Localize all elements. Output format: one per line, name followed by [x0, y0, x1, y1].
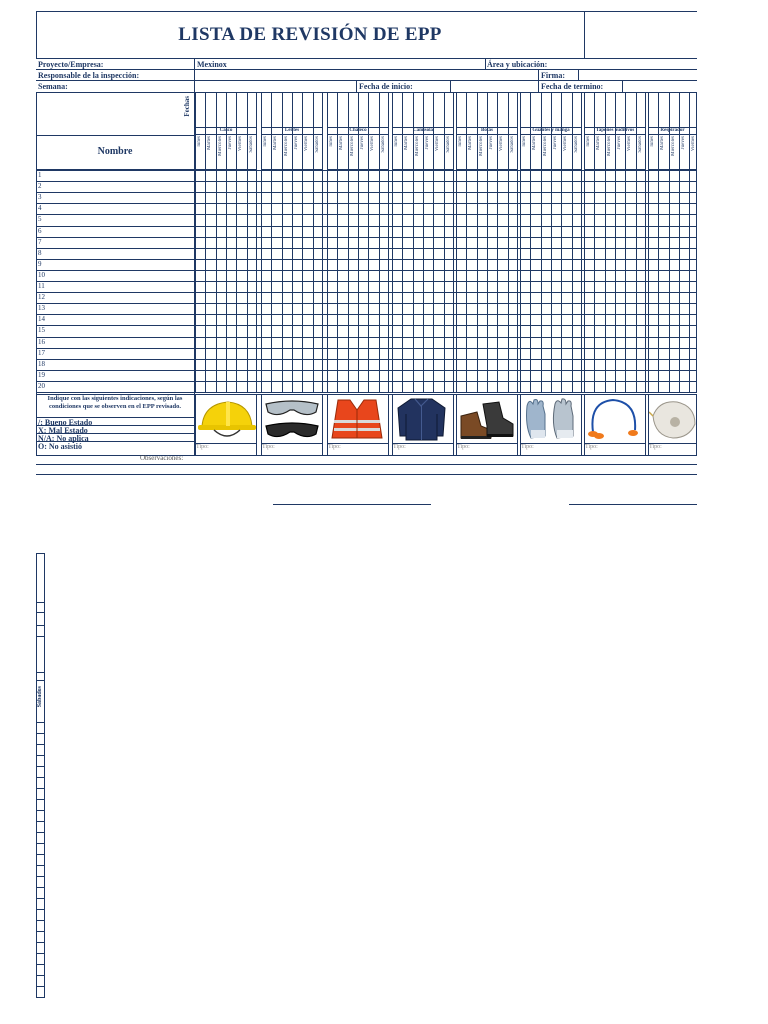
day-label: Miércoles: [542, 136, 548, 156]
signature-line: [569, 504, 697, 505]
page2-row-line: [36, 931, 45, 932]
page2-row-line: [36, 843, 45, 844]
row-number: 8: [38, 248, 42, 257]
day-label: lunes: [458, 136, 463, 147]
page2-row-line: [36, 898, 45, 899]
row-line: [36, 392, 697, 393]
day-label: Miércoles: [349, 136, 355, 156]
page2-sabados-label: Sábados: [37, 686, 43, 708]
cat-bottom-line: [648, 134, 697, 135]
day-label: Jueves: [681, 136, 686, 150]
tipo-label: Tipo:: [521, 444, 534, 450]
page2-row-line: [36, 799, 45, 800]
day-label: Viernes: [563, 136, 569, 152]
tipo-label: Tipo:: [393, 444, 406, 450]
page2-row-line: [36, 602, 45, 603]
day-label: Jueves: [553, 136, 558, 150]
page2-row-line: [36, 625, 45, 626]
cat-bottom-line: [195, 134, 257, 135]
row-number: 11: [38, 282, 45, 290]
row-number: 19: [38, 370, 45, 379]
frame-top: [36, 11, 697, 12]
shirt-image: [393, 396, 450, 442]
semana-label: Semana:: [38, 82, 68, 91]
fechas-label: Fechas: [183, 96, 191, 117]
header-col-line: [485, 58, 486, 69]
day-label: Viernes: [627, 136, 633, 152]
day-label: Jueves: [425, 136, 430, 150]
row-number: 9: [38, 259, 42, 268]
row-number: 17: [38, 348, 45, 357]
day-label: Martes: [273, 136, 279, 150]
header-col-line: [538, 69, 539, 92]
page2-row-line: [36, 766, 45, 767]
fecha-termino-label: Fecha de termino:: [541, 82, 604, 91]
day-label: lunes: [329, 136, 334, 147]
row-number: 1: [38, 171, 42, 179]
row-line: [36, 248, 697, 249]
image-box-line: [453, 394, 454, 455]
row-line: [36, 92, 697, 93]
cat-bottom-line: [520, 134, 582, 135]
image-box-line: [581, 394, 582, 455]
tipo-label: Tipo:: [328, 444, 341, 450]
day-label: lunes: [263, 136, 268, 147]
header-col-line: [578, 69, 579, 80]
proyecto-label: Proyecto/Empresa:: [38, 60, 104, 69]
boots-image: [457, 396, 515, 442]
cat-bottom-line: [327, 134, 389, 135]
helmet-image: [196, 396, 258, 442]
day-label: Martes: [468, 136, 474, 150]
earplugs-image: [585, 396, 642, 442]
row-line: [36, 58, 697, 59]
cat-bottom-line: [392, 134, 454, 135]
vest-image: [328, 396, 386, 442]
day-label: Miércoles: [217, 136, 223, 156]
day-label: Martes: [339, 136, 345, 150]
row-line: [36, 303, 697, 304]
row-line: [36, 314, 697, 315]
tipo-label: Tipo:: [457, 444, 470, 450]
day-label: Martes: [207, 136, 213, 150]
page2-row-line: [36, 680, 45, 681]
row-line: [36, 370, 697, 371]
row-number: 18: [38, 359, 45, 368]
category-label-7: Tapones auditivos: [595, 128, 635, 133]
row-line: [36, 359, 697, 360]
page2-row-line: [36, 865, 45, 866]
day-label: Sábados: [314, 136, 320, 153]
legend-item: N/A: No aplica: [38, 434, 89, 443]
page2-row-line: [36, 997, 45, 998]
image-box-line: [322, 394, 323, 455]
row-line: [36, 292, 697, 293]
tipo-label: Tipo:: [262, 444, 275, 450]
row-number: 4: [38, 204, 42, 213]
row-line: [36, 80, 697, 81]
day-label: Miércoles: [283, 136, 289, 156]
observaciones-line: [36, 464, 697, 465]
legend-item: O: No asistió: [38, 442, 82, 451]
title-divider: [584, 11, 585, 58]
day-label: lunes: [586, 136, 591, 147]
tipo-label: Tipo:: [196, 444, 209, 450]
day-label: Miércoles: [606, 136, 612, 156]
page2-row-line: [36, 553, 45, 554]
observaciones-line: [36, 474, 697, 475]
category-label-5: Botas: [481, 128, 493, 133]
day-label: Sábados: [509, 136, 515, 153]
row-line: [36, 348, 697, 349]
page2-row-line: [36, 942, 45, 943]
legend-instruction: Indique con las siguientes indicaciones, según las condiciones que se observen en el EPP revisado.: [47, 395, 183, 410]
day-label: Martes: [596, 136, 602, 150]
page2-row-line: [36, 887, 45, 888]
row-number: 6: [38, 226, 42, 235]
row-line: [36, 170, 697, 171]
day-label: Miércoles: [670, 136, 676, 156]
tipo-label: Tipo:: [585, 444, 598, 450]
header-col-line: [622, 80, 623, 92]
image-box-line: [517, 394, 518, 455]
page2-row-line: [36, 733, 45, 734]
image-box-line: [388, 394, 389, 455]
frame-left: [36, 92, 37, 455]
row-line: [36, 203, 697, 204]
signature-line: [273, 504, 431, 505]
legend-item: /: Bueno Estado: [38, 418, 93, 427]
header-col-line: [356, 80, 357, 92]
page2-row-line: [36, 953, 45, 954]
row-number: 20: [38, 381, 45, 390]
page2-row-line: [36, 722, 45, 723]
category-label-4: Camisola: [413, 128, 433, 133]
page2-row-line: [36, 612, 45, 613]
row-line: [36, 325, 697, 326]
proyecto-value: Mexinox: [197, 60, 227, 69]
row-number: 12: [38, 293, 45, 302]
page2-row-line: [36, 810, 45, 811]
respirator-image: [649, 396, 697, 442]
observaciones-label: Observaciones:: [140, 454, 184, 462]
day-label: Sábados: [445, 136, 451, 153]
day-label: lunes: [394, 136, 399, 147]
page2-row-line: [36, 920, 45, 921]
row-number: 15: [38, 326, 45, 335]
category-label-2: Lentes: [284, 128, 300, 133]
gloves-image: [521, 396, 578, 442]
legend-item: X: Mal Estado: [38, 426, 88, 435]
row-line: [36, 237, 697, 238]
page2-row-line: [36, 854, 45, 855]
day-label: Jueves: [489, 136, 494, 150]
page2-row-line: [36, 876, 45, 877]
tipo-label: Tipo:: [649, 444, 662, 450]
header-col-line: [194, 58, 195, 92]
category-label-6: Guantes y manga: [532, 128, 570, 133]
image-box-line: [645, 394, 646, 455]
row-line: [36, 226, 697, 227]
area-label: Área y ubicación:: [487, 60, 548, 69]
day-label: Martes: [404, 136, 410, 150]
page2-row-line: [36, 975, 45, 976]
page2-row-line: [36, 986, 45, 987]
category-label-3: Chaleco: [349, 128, 367, 133]
category-label-1: Casco: [219, 128, 233, 133]
day-label: Viernes: [304, 136, 310, 152]
row-number: 13: [38, 304, 45, 313]
day-label: Jueves: [228, 136, 233, 150]
day-label: lunes: [650, 136, 655, 147]
header-col-line: [450, 80, 451, 92]
row-line: [36, 135, 195, 136]
row-number: 10: [38, 270, 45, 279]
day-label: Miércoles: [414, 136, 420, 156]
responsable-label: Responsable de la inspección:: [38, 71, 140, 80]
day-label: Martes: [532, 136, 538, 150]
cat-bottom-line: [261, 134, 323, 135]
day-label: Sábados: [573, 136, 579, 153]
row-line: [36, 181, 697, 182]
legend-bottom-line: [36, 455, 697, 456]
row-line: [36, 337, 697, 338]
row-number: 7: [38, 237, 42, 246]
page2-row-line: [36, 832, 45, 833]
day-label: Viernes: [370, 136, 376, 152]
row-line: [36, 214, 697, 215]
day-label: Sábados: [380, 136, 386, 153]
page2-row-line: [36, 636, 45, 637]
page2-row-line: [36, 672, 45, 673]
day-label: Sábados: [637, 136, 643, 153]
row-number: 2: [38, 182, 42, 191]
row-line: [36, 259, 697, 260]
page2-row-line: [36, 755, 45, 756]
row-number: 16: [38, 337, 45, 346]
category-label-8: Respirador: [660, 128, 685, 133]
row-number: 5: [38, 215, 42, 224]
page2-row-line: [36, 909, 45, 910]
page2-row-line: [36, 777, 45, 778]
day-label: Viernes: [691, 136, 697, 152]
day-label: Viernes: [238, 136, 244, 152]
row-line: [36, 192, 697, 193]
glasses-image: [262, 396, 322, 442]
page2-row-line: [36, 964, 45, 965]
day-label: lunes: [522, 136, 527, 147]
day-label: Miércoles: [478, 136, 484, 156]
day-label: Viernes: [435, 136, 441, 152]
page2-row-line: [36, 744, 45, 745]
day-label: Jueves: [617, 136, 622, 150]
day-label: Jueves: [294, 136, 299, 150]
day-label: lunes: [197, 136, 202, 147]
firma-label: Firma:: [541, 71, 565, 80]
fecha-inicio-label: Fecha de inicio:: [359, 82, 413, 91]
page-title: LISTA DE REVISIÓN DE EPP: [178, 24, 442, 45]
frame-left: [36, 11, 37, 58]
row-number: 3: [38, 193, 42, 202]
row-line: [36, 281, 697, 282]
cat-bottom-line: [456, 134, 518, 135]
day-label: Sábados: [248, 136, 254, 153]
row-number: 14: [38, 315, 45, 324]
day-label: Martes: [660, 136, 666, 150]
row-line: [36, 381, 697, 382]
day-label: Viernes: [499, 136, 505, 152]
nombre-label: Nombre: [97, 146, 133, 157]
page2-row-line: [36, 788, 45, 789]
cat-bottom-line: [584, 134, 646, 135]
page2-row-line: [36, 821, 45, 822]
day-label: Jueves: [360, 136, 365, 150]
row-line: [36, 270, 697, 271]
row-line: [36, 69, 697, 70]
